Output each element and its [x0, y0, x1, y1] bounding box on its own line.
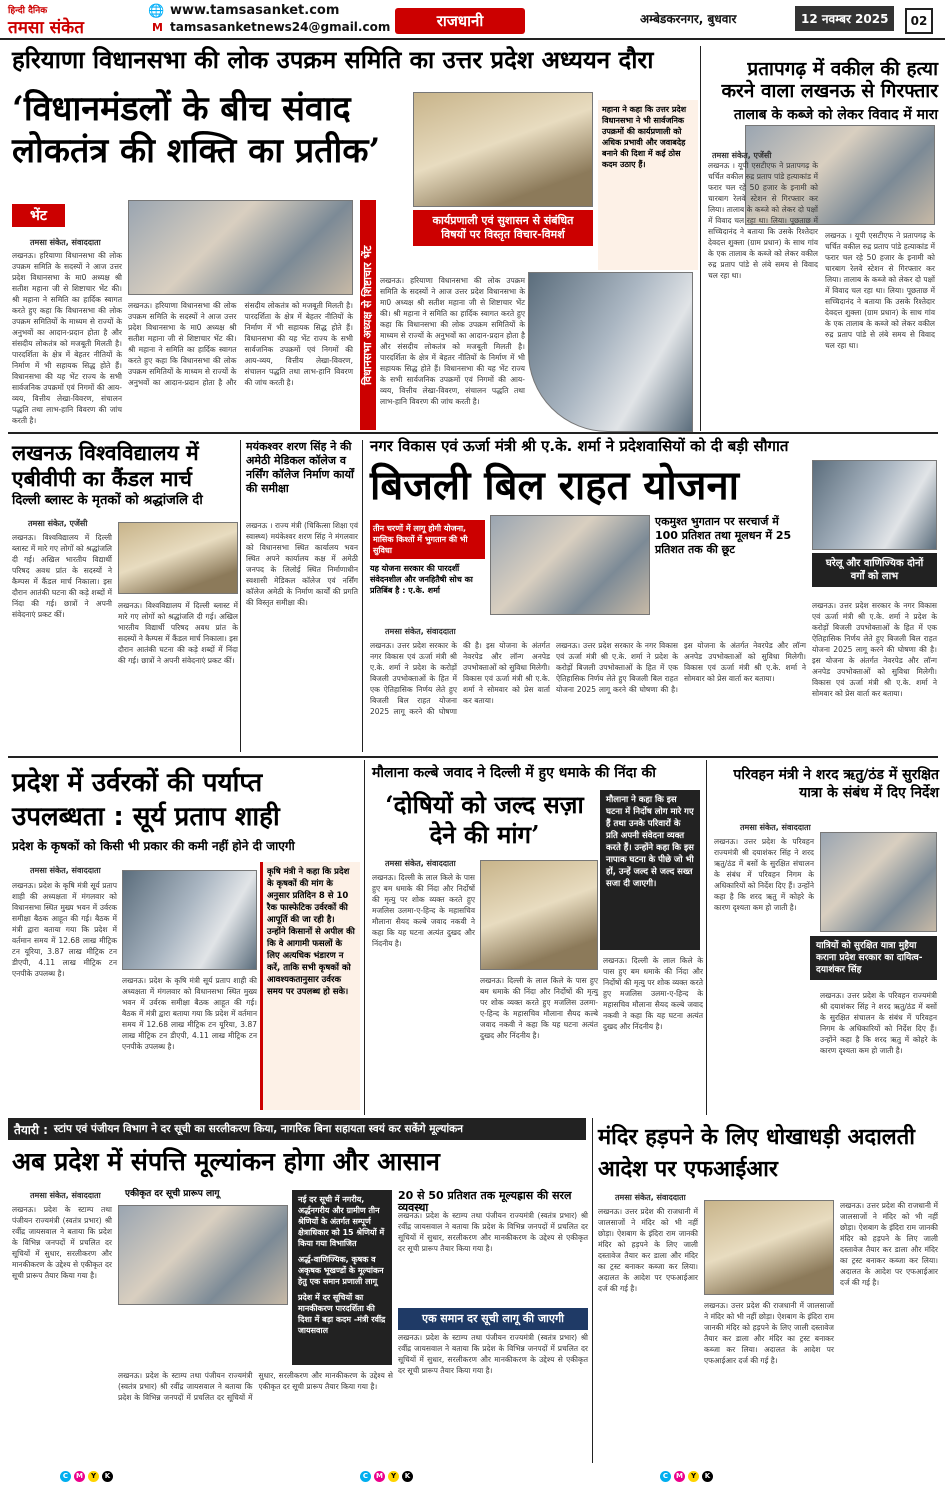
- story3-byline: तमसा संकेत, एजेंसी: [28, 519, 88, 528]
- story6-byline: तमसा संकेत, संवाददाता: [30, 866, 101, 875]
- story8-body-col1: लखनऊ। उत्तर प्रदेश के परिवहन राज्यमंत्री श्री दयाशंकर सिंह ने शरद ऋतु/ठंड में बसों के सुरक्षित संचालन के संबंध में परिवहन निगम के अधिकारियों को निर्देश दिए हैं। उन्होंने कहा है कि शरद ऋतु में कोहरे के कारण दृश्यता कम हो जाती है।: [714, 837, 814, 912]
- divider: [362, 440, 363, 752]
- masthead: [0, 0, 945, 40]
- story5-body-col2: लखनऊ। उत्तर प्रदेश सरकार के नगर विकास एवं ऊर्जा मंत्री श्री ए.के. शर्मा ने प्रदेश के करोड़ों बिजली उपभोक्ताओं के हित में एक ऐतिहासिक निर्णय लेते हुए बिजली बिल राहत योजना 2025 लागू करने की घोषणा की है। इस योजना के अंतर्गत नेवरपेड और लॉन्ग अनपेड उपभोक्ताओं को सुविधा मिलेगी। विकास एवं ऊर्जा मंत्री श्री ए.के. शर्मा ने सोमवार को प्रेस वार्ता कर बताया।: [556, 641, 806, 694]
- story5-headline: बिजली बिल राहत योजना: [370, 462, 740, 509]
- story2-body-col2: लखनऊ । यूपी एसटीएफ ने प्रतापगढ़ के चर्चित वकील रुद्र प्रताप पांडे हत्याकांड में फरार चल रहे 50 हजार के इनामी को चारबाग रेलवे स्टेशन से गिरफ्तार कर लिया। तालाब के कब्जे को लेकर दो पक्षों में विवाद चल रहा था। लिया। पूछताछ में सच्चिदानंद ने बताया कि उसके रिश्तेदार देवदत्त शुक्ला (ग्राम प्रधान) के साथ गांव के एक तालाब के कब्जे को लेकर वकील रुद्र प्रताप पांडे से लंबे समय से विवाद चल रहा था।: [825, 231, 935, 350]
- story5-bullets: [370, 520, 485, 620]
- cmyk-mark: C M Y K: [360, 1471, 413, 1482]
- story6-subhead: प्रदेश के कृषकों को किसी भी प्रकार की कमी नहीं होने दी जाएगी: [12, 839, 295, 853]
- cmyk-mark: C M Y K: [60, 1471, 113, 1482]
- story1-tag: भेंट: [12, 204, 65, 227]
- story1-body-col2: लखनऊ। हरियाणा विधानसभा की लोक उपक्रम समिति के सदस्यों ने आज उत्तर प्रदेश विधानसभा के मा0 अध्यक्ष श्री सतीश महाना जी से शिष्टाचार भेंट की। श्री महाना ने समिति का हार्दिक स्वागत करते हुए कहा कि विधानसभा की लोक उपक्रम समितियों के माध्यम से राज्यों के अनुभवों का आदान-प्रदान होता है और संसदीय लोकतंत्र को मजबूती मिलती है। पारदर्शिता के क्षेत्र में बेहतर नीतियों के निर्माण में भी सहायक सिद्ध होते हैं। विधानसभा की यह भेंट राज्य के सभी सार्वजनिक उपक्रमों एवं निगमों की आय-व्यय, वित्तीय लेखा-विवरण, संचालन पद्धति तथा लाभ-हानि विवरण की जांच करती है।: [128, 301, 353, 387]
- story10-byline: तमसा संकेत, संवाददाता: [615, 1193, 686, 1202]
- story9-body-col3: लखनऊ। प्रदेश के स्टाम्प तथा पंजीयन राज्यमंत्री (स्वतंत्र प्रभार) श्री रवींद्र जायसवाल ने बताया कि प्रदेश के विभिन्न जनपदों में प्रचलित दर सूचियों में सुधार, सरलीकरण और मानकीकरण के उद्देश्य से एकीकृत दर सूची प्रारूप तैयार किया गया है।: [398, 1211, 588, 1253]
- divider: [592, 1118, 593, 1463]
- story9-box3: प्रदेश में दर सूचियों का मानकीकरण पारदर्शिता की दिशा में बड़ा कदम -मंत्री रवींद्र जायसवाल: [298, 1293, 386, 1335]
- story3-body-col2: लखनऊ। विश्वविद्यालय में दिल्ली ब्लास्ट में मारे गए लोगों को श्रद्धांजलि दी गई। अखिल भारतीय विद्यार्थी परिषद अवध प्रांत के सदस्यों ने कैम्पस में कैंडल मार्च निकाला। इस दौरान आतंकी घटना की कड़े शब्दों में निंदा की गई। छात्रों ने अपनी संवेदनाएं प्रकट कीं।: [118, 601, 238, 665]
- paper-tagline: हिन्दी दैनिक: [8, 6, 48, 16]
- story9-kicker-bar: [8, 1118, 586, 1140]
- story5-photo-minister: [812, 460, 937, 550]
- story6-headline: प्रदेश में उर्वरकों की पर्याप्त उपलब्धता : सूर्य प्रताप शाही: [12, 768, 280, 832]
- story5-photo-press: [490, 515, 650, 615]
- issue-date: 12 नवम्बर 2025: [795, 6, 894, 31]
- story7-body-col1: लखनऊ। दिल्ली के लाल किले के पास हुए बम धमाके की निंदा और निर्दोषों की मृत्यु पर शोक व्यक्त करते हुए मजलिस उलमा-ए-हिन्द के महासचिव मौलाना सैयद कल्बे जवाद नकवी ने कहा कि यह घटना अत्यंत दुखद और निंदनीय है।: [372, 873, 475, 948]
- story1-photo-meeting: [128, 200, 353, 295]
- story9-kicker: स्टांप एवं पंजीयन विभाग ने दर सूची का सरलीकरण किया, नागरिक बिना सहायता स्वयं कर सकेंगे मूल्यांकन: [53, 1123, 463, 1135]
- story1-quote: महाना ने कहा कि उत्तर प्रदेश विधानसभा ने भी सार्वजनिक उपक्रमों की कार्यप्रणाली को अधिक प्रभावी और जवाबदेह बनाने की दिशा में कई ठोस कदम उठाए हैं।: [602, 105, 687, 169]
- story2-body-col1: लखनऊ । यूपी एसटीएफ ने प्रतापगढ़ के चर्चित वकील रुद्र प्रताप पांडे हत्याकांड में फरार चल रहे 50 हजार के इनामी को चारबाग रेलवे स्टेशन से गिरफ्तार कर लिया। तालाब के कब्जे को लेकर दो पक्षों में विवाद चल रहा था। लिया। पूछताछ में सच्चिदानंद ने बताया कि उसके रिश्तेदार देवदत्त शुक्ला (ग्राम प्रधान) के साथ गांव के एक तालाब के कब्जे को लेकर वकील रुद्र प्रताप पांडे से लंबे समय से विवाद चल रहा था।: [708, 161, 818, 280]
- cmyk-mark: C M Y K: [660, 1471, 713, 1482]
- story10-body-col1: लखनऊ। उत्तर प्रदेश की राजधानी में जालसाजों ने मंदिर को भी नहीं छोड़ा। ऐशबाग के इंदिरा राम जानकी मंदिर को हड़पने के लिए जाली दस्तावेज तैयार कर डाला और मंदिर का ट्रस्ट बनाकर कब्जा कर लिया। अदालत के आदेश पर एफआईआर दर्ज की गई है।: [598, 1207, 698, 1293]
- paper-name: तमसा संकेत: [8, 18, 84, 38]
- story1-headline-main: ‘विधानमंडलों के बीच संवाद लोकतंत्र की शक्ति का प्रतीक’: [12, 89, 381, 171]
- story2-subhead: तालाब के कब्जे को लेकर विवाद में मारा: [733, 107, 938, 123]
- story7-kicker: मौलाना कल्बे जवाद ने दिल्ली में हुए धमाके की निंदा की: [372, 765, 656, 781]
- story5-body-col3: लखनऊ। उत्तर प्रदेश सरकार के नगर विकास एवं ऊर्जा मंत्री श्री ए.के. शर्मा ने प्रदेश के करोड़ों बिजली उपभोक्ताओं के हित में एक ऐतिहासिक निर्णय लेते हुए बिजली बिल राहत योजना 2025 लागू करने की घोषणा की है। इस योजना के अंतर्गत नेवरपेड और लॉन्ग अनपेड उपभोक्ताओं को सुविधा मिलेगी। विकास एवं ऊर्जा मंत्री श्री ए.के. शर्मा ने सोमवार को प्रेस वार्ता कर बताया।: [812, 601, 937, 698]
- story10-headline: मंदिर हड़पने के लिए धोखाधड़ी अदालती आदेश पर एफआईआर: [598, 1125, 915, 1182]
- story5-photo-caption: घरेलू और वाणिज्यिक दोनों वर्गों को लाभ: [812, 553, 937, 587]
- divider: [8, 756, 938, 758]
- story8-body-col2: लखनऊ। उत्तर प्रदेश के परिवहन राज्यमंत्री श्री दयाशंकर सिंह ने शरद ऋतु/ठंड में बसों के सुरक्षित संचालन के संबंध में परिवहन निगम के अधिकारियों को निर्देश दिए हैं। उन्होंने कहा है कि शरद ऋतु में कोहरे के कारण दृश्यता कम हो जाती है।: [820, 991, 937, 1055]
- story10-photo: [704, 1200, 834, 1295]
- website-link[interactable]: www.tamsasanket.com: [170, 3, 340, 18]
- story5-kicker: नगर विकास एवं ऊर्जा मंत्री श्री ए.के. शर्मा ने प्रदेशवासियों को दी बड़ी सौगात: [370, 437, 789, 455]
- story3-photo: [118, 522, 238, 594]
- section-label: राजधानी: [395, 8, 525, 34]
- story7-quote: मौलाना ने कहा कि इस घटना में निर्दोष लोग मारे गए हैं तथा उनके परिवारों के प्रति अपनी संवेदना व्यक्त करते हैं। उन्होंने कहा कि इस नापाक घटना के पीछे जो भी हों, उन्हें जल्द से जल्द सख्त सजा दी जाएगी।: [600, 790, 700, 950]
- story1-quote-box: [598, 100, 698, 270]
- divider: [240, 440, 241, 752]
- divider: [706, 760, 707, 1115]
- globe-icon: 🌐: [148, 4, 165, 19]
- story4-body: लखनऊ । राज्य मंत्री (चिकित्सा शिक्षा एवं स्वास्थ्य) मयंकेश्वर शरण सिंह ने मंगलवार को विधानसभा स्थित कार्यालय भवन स्थित अपने कार्यालय कक्ष में अमेठी जनपद के लिलोई स्थित निर्माणाधीन स्वशासी मेडिकल कॉलेज एवं नर्सिंग कॉलेज अमेठी के निर्माण कार्यों की प्रगति की विस्तृत समीक्षा की।: [246, 521, 358, 607]
- story9-headline: अब प्रदेश में संपत्ति मूल्यांकन होगा और आसान: [12, 1147, 440, 1176]
- story9-box4: 20 से 50 प्रतिशत तक मूल्यह्रास की सरल व्यवस्था: [398, 1189, 572, 1214]
- story1-caption: कार्यप्रणाली एवं सुशासन से संबंधित विषयों पर विस्तृत विचार-विमर्श: [413, 210, 593, 246]
- story3-subhead: दिल्ली ब्लास्ट के मृतकों को श्रद्धांजलि दी: [12, 493, 203, 508]
- story9-photo: [118, 1205, 288, 1305]
- story9-photo-label: एकीकृत दर सूची प्रारूप लागू: [125, 1189, 220, 1199]
- story9-byline: तमसा संकेत, संवाददाता: [30, 1191, 101, 1200]
- story6-quote-box: [260, 862, 360, 1110]
- story1-vertical-label: विधानसभा अध्यक्ष से शिष्टाचार भेंट: [360, 200, 376, 430]
- story6-quote: कृषि मंत्री ने कहा कि प्रदेश के कृषकों की मांग के अनुसार प्रतिदिन 8 से 10 रैक फास्फेटिक उर्वरकों की आपूर्ति की जा रही है। उन्होंने किसानों से अपील की कि वे आगामी फसलों के लिए अत्यधिक भंडारण न करें, ताकि सभी कृषकों को आवश्यकतानुसार उर्वरक समय पर उपलब्ध हो सके।: [267, 867, 355, 997]
- story7-photo: [480, 860, 598, 970]
- story9-kicker-label: तैयारी :: [14, 1122, 48, 1137]
- email-link[interactable]: tamsasanketnews24@gmail.com: [170, 20, 391, 34]
- story9-body-col1: लखनऊ। प्रदेश के स्टाम्प तथा पंजीयन राज्यमंत्री (स्वतंत्र प्रभार) श्री रवींद्र जायसवाल ने बताया कि प्रदेश के विभिन्न जनपदों में प्रचलित दर सूचियों में सुधार, सरलीकरण और मानकीकरण के उद्देश्य से एकीकृत दर सूची प्रारूप तैयार किया गया है।: [12, 1205, 112, 1280]
- story9-body-col2: लखनऊ। प्रदेश के स्टाम्प तथा पंजीयन राज्यमंत्री (स्वतंत्र प्रभार) श्री रवींद्र जायसवाल ने बताया कि प्रदेश के विभिन्न जनपदों में प्रचलित दर सूचियों में सुधार, सरलीकरण और मानकीकरण के उद्देश्य से एकीकृत दर सूची प्रारूप तैयार किया गया है।: [118, 1371, 393, 1402]
- story1-body-col1: लखनऊ। हरियाणा विधानसभा की लोक उपक्रम समिति के सदस्यों ने आज उत्तर प्रदेश विधानसभा के मा0 अध्यक्ष श्री सतीश महाना जी से शिष्टाचार भेंट की। श्री महाना ने समिति का हार्दिक स्वागत करते हुए कहा कि विधानसभा की लोक उपक्रम समितियों के माध्यम से राज्यों के अनुभवों का आदान-प्रदान होता है और संसदीय लोकतंत्र को मजबूती मिलती है। पारदर्शिता के क्षेत्र में बेहतर नीतियों के निर्माण में भी सहायक सिद्ध होते हैं। विधानसभा की यह भेंट राज्य के सभी सार्वजनिक उपक्रमों एवं निगमों की आय-व्यय, वित्तीय लेखा-विवरण, संचालन पद्धति तथा लाभ-हानि विवरण की जांच करती है।: [12, 251, 122, 425]
- story1-body-col3: लखनऊ। हरियाणा विधानसभा की लोक उपक्रम समिति के सदस्यों ने आज उत्तर प्रदेश विधानसभा के मा0 अध्यक्ष श्री सतीश महाना जी से शिष्टाचार भेंट की। श्री महाना ने समिति का हार्दिक स्वागत करते हुए कहा कि विधानसभा की लोक उपक्रम समितियों के माध्यम से राज्यों के अनुभवों का आदान-प्रदान होता है और संसदीय लोकतंत्र को मजबूती मिलती है। पारदर्शिता के क्षेत्र में बेहतर नीतियों के निर्माण में भी सहायक सिद्ध होते हैं। विधानसभा की यह भेंट राज्य के सभी सार्वजनिक उपक्रमों एवं निगमों की आय-व्यय, वित्तीय लेखा-विवरण, संचालन पद्धति तथा लाभ-हानि विवरण की जांच करती है।: [380, 276, 525, 406]
- story7-byline: तमसा संकेत, संवाददाता: [385, 859, 456, 868]
- story2-byline: तमसा संकेत, एजेंसी: [712, 151, 772, 160]
- story8-byline: तमसा संकेत, संवाददाता: [740, 823, 811, 832]
- story9-box2: अर्द्ध-वाणिज्यिक, कृषक व अकृषक भूखण्डों के मूल्यांकन हेतु एक समान प्रणाली लागू: [298, 1255, 384, 1286]
- story9-box-stack: [292, 1190, 392, 1365]
- story5-bullet-2: यह योजना सरकार की पारदर्शी संवेदनशील और जनहितैषी सोच का प्रतिबिंब है : ए.के. शर्मा: [370, 564, 473, 595]
- story9-box5: एक समान दर सूची लागू की जाएगी: [398, 1308, 588, 1330]
- story3-body-col1: लखनऊ। विश्वविद्यालय में दिल्ली ब्लास्ट में मारे गए लोगों को श्रद्धांजलि दी गई। अखिल भारतीय विद्यार्थी परिषद अवध प्रांत के सदस्यों ने कैम्पस में कैंडल मार्च निकाला। इस दौरान आतंकी घटना की कड़े शब्दों में निंदा की गई। छात्रों ने अपनी संवेदनाएं प्रकट कीं।: [12, 533, 112, 619]
- story5-bullet-1: तीन चरणों में लागू होगी योजना, मासिक किश्तों में भुगतान की भी सुविधा: [370, 520, 485, 559]
- story6-photo: [122, 870, 257, 970]
- story1-headline-top: हरियाणा विधानसभा की लोक उपक्रम समिति का उत्तर प्रदेश अध्ययन दौरा: [12, 46, 654, 74]
- story4-headline: मयंकश्वर शरण सिंह ने की अमेठी मेडिकल कॉलेज व नर्सिंग कॉलेज निर्माण कार्यों की समीक्षा: [246, 440, 354, 495]
- mail-icon: M: [152, 21, 163, 34]
- story1-byline: तमसा संकेत, संवाददाता: [30, 238, 101, 247]
- story1-photo-group: [528, 272, 693, 432]
- story5-byline: तमसा संकेत, संवाददाता: [385, 627, 456, 636]
- story8-caption: यात्रियों को सुरक्षित यात्रा मुहैया कराना प्रदेश सरकार का दायित्व-दयाशंकर सिंह: [810, 936, 937, 980]
- story5-box-title: एकमुश्त भुगतान पर सरचार्ज में 100 प्रतिशत तथा मूलधन में 25 प्रतिशत तक की छूट: [655, 515, 792, 556]
- divider: [364, 760, 365, 1115]
- story1-photo-greeting: [413, 92, 593, 207]
- story9-box1: नई दर सूची में नगरीय, अर्द्धनगरीय और ग्रामीण तीन श्रेणियों के अंतर्गत सम्पूर्ण क्षेत्राधिकार को 15 श्रेणियों में किया गया विभाजित: [298, 1195, 385, 1248]
- story6-body-col2: लखनऊ। प्रदेश के कृषि मंत्री सूर्य प्रताप शाही की अध्यक्षता में मंगलवार को विधानसभा स्थित मुख्य भवन में उर्वरक समीक्षा बैठक आहूत की गई। बैठक में मंत्री द्वारा बताया गया कि प्रदेश में वर्तमान समय में 12.68 लाख मीट्रिक टन यूरिया, 3.87 लाख मीट्रिक टन डीएपी, 4.11 लाख मीट्रिक टन एनपीके उपलब्ध है।: [122, 976, 257, 1051]
- story8-headline: परिवहन मंत्री ने शरद ऋतु/ठंड में सुरक्षित यात्रा के संबंध में दिए निर्देश: [733, 767, 939, 801]
- story10-body-col2: लखनऊ। उत्तर प्रदेश की राजधानी में जालसाजों ने मंदिर को भी नहीं छोड़ा। ऐशबाग के इंदिरा राम जानकी मंदिर को हड़पने के लिए जाली दस्तावेज तैयार कर डाला और मंदिर का ट्रस्ट बनाकर कब्जा कर लिया। अदालत के आदेश पर एफआईआर दर्ज की गई है।: [704, 1301, 834, 1365]
- divider: [700, 46, 701, 431]
- story9-body-col4: लखनऊ। प्रदेश के स्टाम्प तथा पंजीयन राज्यमंत्री (स्वतंत्र प्रभार) श्री रवींद्र जायसवाल ने बताया कि प्रदेश के विभिन्न जनपदों में प्रचलित दर सूचियों में सुधार, सरलीकरण और मानकीकरण के उद्देश्य से एकीकृत दर सूची प्रारूप तैयार किया गया है।: [398, 1333, 588, 1375]
- page-number: 02: [905, 8, 933, 34]
- story8-photo: [820, 832, 937, 932]
- story7-body-col3: लखनऊ। दिल्ली के लाल किले के पास हुए बम धमाके की निंदा और निर्दोषों की मृत्यु पर शोक व्यक्त करते हुए मजलिस उलमा-ए-हिन्द के महासचिव मौलाना सैयद कल्बे जवाद नकवी ने कहा कि यह घटना अत्यंत दुखद और निंदनीय है।: [603, 956, 703, 1031]
- divider: [8, 432, 938, 434]
- place-day: अम्बेडकरनगर, बुधवार: [640, 12, 737, 26]
- story10-body-col3: लखनऊ। उत्तर प्रदेश की राजधानी में जालसाजों ने मंदिर को भी नहीं छोड़ा। ऐशबाग के इंदिरा राम जानकी मंदिर को हड़पने के लिए जाली दस्तावेज तैयार कर डाला और मंदिर का ट्रस्ट बनाकर कब्जा कर लिया। अदालत के आदेश पर एफआईआर दर्ज की गई है।: [840, 1201, 938, 1287]
- story7-body-col2: लखनऊ। दिल्ली के लाल किले के पास हुए बम धमाके की निंदा और निर्दोषों की मृत्यु पर शोक व्यक्त करते हुए मजलिस उलमा-ए-हिन्द के महासचिव मौलाना सैयद कल्बे जवाद नकवी ने कहा कि यह घटना अत्यंत दुखद और निंदनीय है।: [480, 976, 598, 1040]
- story5-body-col1: लखनऊ। उत्तर प्रदेश सरकार के नगर विकास एवं ऊर्जा मंत्री श्री ए.के. शर्मा ने प्रदेश के करोड़ों बिजली उपभोक्ताओं के हित में एक ऐतिहासिक निर्णय लेते हुए बिजली बिल राहत योजना 2025 लागू करने की घोषणा की है। इस योजना के अंतर्गत नेवरपेड और लॉन्ग अनपेड उपभोक्ताओं को सुविधा मिलेगी। विकास एवं ऊर्जा मंत्री श्री ए.के. शर्मा ने सोमवार को प्रेस वार्ता कर बताया।: [370, 641, 550, 716]
- story2-headline: प्रतापगढ़ में वकील की हत्या करने वाला लखनऊ से गिरफ्तार: [721, 58, 938, 102]
- story6-body-col1: लखनऊ। प्रदेश के कृषि मंत्री सूर्य प्रताप शाही की अध्यक्षता में मंगलवार को विधानसभा स्थित मुख्य भवन में उर्वरक समीक्षा बैठक आहूत की गई। बैठक में मंत्री द्वारा बताया गया कि प्रदेश में वर्तमान समय में 12.68 लाख मीट्रिक टन यूरिया, 3.87 लाख मीट्रिक टन डीएपी, 4.11 लाख मीट्रिक टन एनपीके उपलब्ध है।: [12, 881, 117, 978]
- story7-headline: ‘दोषियों को जल्द सज़ा देने की मांग’: [385, 790, 584, 849]
- story3-headline: लखनऊ विश्वविद्यालय में एबीवीपी का कैंडल मार्च: [12, 441, 199, 491]
